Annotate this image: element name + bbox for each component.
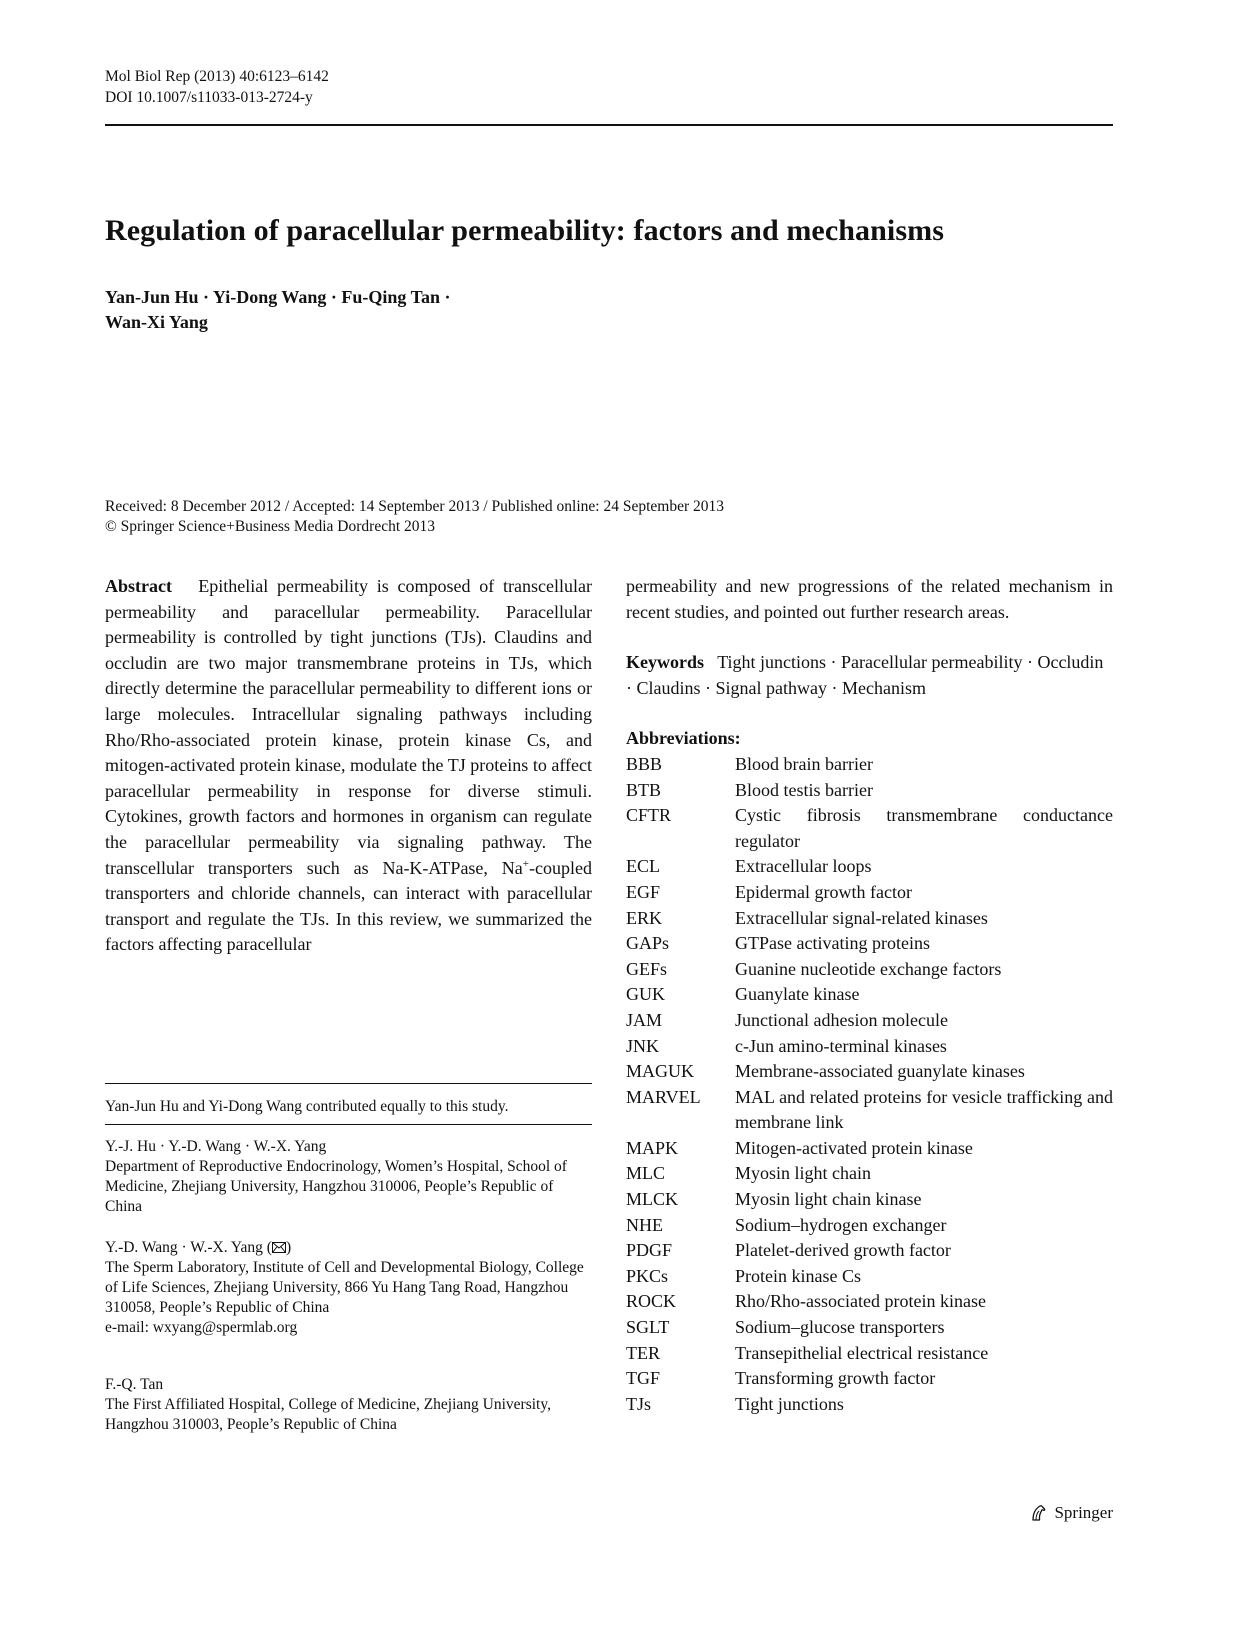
abbreviation-row [626,752,1113,778]
journal-header [105,66,329,108]
abbreviation-key: GEFs [626,958,668,979]
abstract-continuation: permeability and new progressions of the related mechanism in recent studies, and pointed out further research areas. [626,576,1113,622]
abbreviation-value: Transepithelial electrical resistance [735,1342,989,1363]
abbreviation-row [626,1034,1113,1060]
abbreviation-value: Epidermal growth factor [735,881,912,902]
abbreviation-row [626,1264,1113,1290]
abbreviation-row [626,854,1113,880]
abbreviations-list [626,752,1113,1417]
doi: DOI 10.1007/s11033-013-2724-y [105,89,313,106]
abbreviation-value: Platelet-derived growth factor [735,1240,951,1261]
affiliation-2-names-end: ) [285,1239,292,1256]
abbreviation-key: PDGF [626,1240,673,1261]
abbreviation-row [626,1187,1113,1213]
abbreviation-key: TER [626,1342,660,1363]
abbreviation-key: MLC [626,1163,666,1184]
abbreviation-value: Rho/Rho-associated protein kinase [735,1291,986,1312]
affiliation-2-address: The Sperm Laboratory, Institute of Cell and Developmental Biology, College of Life Sciences, Zhejiang University, 866 Yu Hang Tang Road, Hangzhou 310058, People’s Republic of China [105,1259,584,1316]
abbreviation-row [626,1315,1113,1341]
abbreviation-row [626,1366,1113,1392]
abstract-paragraph [105,574,592,958]
abbreviation-key: ROCK [626,1291,677,1312]
abbreviation-row [626,880,1113,906]
abbreviation-key: MAPK [626,1137,679,1158]
springer-horse-icon [1029,1503,1049,1523]
abbreviation-key: GAPs [626,933,670,954]
abbreviation-row [626,1136,1113,1162]
abbreviation-key: GUK [626,984,665,1005]
abbreviation-value: Sodium–glucose transporters [735,1317,945,1338]
abbreviation-key: BBB [626,753,663,774]
abbreviation-key: JAM [626,1009,663,1030]
footnote-rule-bottom [105,1124,592,1125]
abbreviation-value: Extracellular loops [735,856,872,877]
abbreviation-value: GTPase activating proteins [735,933,930,954]
abbreviation-key: PKCs [626,1265,669,1286]
keywords-text: Tight junctions · Paracellular permeability · Occludin · Claudins · Signal pathway · Mechanism [626,652,1104,698]
article-title: Regulation of paracellular permeability: factors and mechanisms [105,214,945,247]
right-column [626,574,1113,1417]
abbreviation-value: Membrane-associated guanylate kinases [735,1061,1025,1082]
keywords-block [626,650,1113,701]
abbreviation-row [626,931,1113,957]
abbreviation-row [626,1238,1113,1264]
abstract-section [105,574,592,958]
abbreviation-row [626,906,1113,932]
abstract-text-a: Epithelial permeability is composed of transcellular permeability and paracellular permeability. Paracellular permeability is controlled by tight junctions (TJs). Claudins and occludin are two major transmembrane proteins in TJs, which directly determine the paracellular permeability to different ions or large molecules. Intracellular signaling pathways including Rho/Rho-associated protein kinase, protein kinase Cs, and mitogen-activated protein kinase, modulate the TJ proteins to affect paracellular permeability in response for diverse stimuli. Cytokines, growth factors and hormones in organism can regulate the paracellular permeability via signaling pathway. The transcellular transporters such as Na-K-ATPase, Na [105,576,592,878]
abbreviation-value: Myosin light chain kinase [735,1189,922,1210]
abbreviation-key: SGLT [626,1317,670,1338]
abbreviation-value: Extracellular signal-related kinases [735,907,988,928]
abbreviation-key: MAGUK [626,1061,695,1082]
abbreviation-row [626,778,1113,804]
abstract-text-b: -coupled transporters and chloride channels, can interact with paracellular transport and regulate the TJs. In this review, we summarized the factors affecting paracellular [105,857,592,955]
keywords-label: Keywords [626,652,704,673]
footnote-rule-top [105,1083,592,1084]
abbreviation-key: BTB [626,779,662,800]
abbreviation-key: NHE [626,1214,663,1235]
abbreviation-value: Protein kinase Cs [735,1265,861,1286]
abbreviation-row [626,1059,1113,1085]
affiliation-1 [105,1137,592,1217]
abstract-label: Abstract [105,576,172,596]
abbreviation-value: Guanylate kinase [735,984,860,1005]
abbreviation-value: Tight junctions [735,1393,844,1414]
abbreviation-value: Blood testis barrier [735,779,873,800]
journal-citation: Mol Biol Rep (2013) 40:6123–6142 [105,68,329,85]
abbreviation-value: MAL and related proteins for vesicle trafficking and membrane link [735,1086,1113,1133]
header-rule [105,124,1113,126]
abbreviation-row [626,1289,1113,1315]
authors-line-2: Wan-Xi Yang [105,312,208,332]
springer-wordmark: Springer [1054,1503,1113,1522]
abbreviation-key: ERK [626,907,662,928]
abbreviation-value: Cystic fibrosis transmembrane conductance regulator [735,805,1113,851]
affiliation-2 [105,1238,592,1338]
abbreviation-row [626,982,1113,1008]
abbreviation-row [626,1161,1113,1187]
abbreviation-value: Sodium–hydrogen exchanger [735,1214,947,1235]
abbreviation-key: CFTR [626,805,672,826]
equal-contribution-note: Yan-Jun Hu and Yi-Dong Wang contributed equally to this study. [105,1098,509,1115]
affiliation-1-names: Y.-J. Hu · Y.-D. Wang · W.-X. Yang [105,1138,327,1155]
abbreviation-value: Junctional adhesion molecule [735,1009,948,1030]
publication-dates [105,497,724,537]
received-accepted-line: Received: 8 December 2012 / Accepted: 14 September 2013 / Published online: 24 September 2013 [105,498,724,515]
abbreviations-heading: Abbreviations: [626,728,741,749]
abbreviation-key: MLCK [626,1189,679,1210]
affiliation-2-names-text: Y.-D. Wang · W.-X. Yang ( [105,1239,272,1256]
abbreviation-row [626,1341,1113,1367]
abbreviation-key: MARVEL [626,1086,701,1107]
affiliation-3 [105,1375,592,1435]
abbreviation-key: TGF [626,1368,661,1389]
abbreviation-key: JNK [626,1035,660,1056]
abbreviation-value: Myosin light chain [735,1163,871,1184]
abbreviation-row [626,957,1113,983]
corresponding-email[interactable]: e-mail: wxyang@spermlab.org [105,1319,298,1336]
abbreviation-key: TJs [626,1393,652,1414]
abbreviation-value: Guanine nucleotide exchange factors [735,958,1002,979]
abbreviation-row [626,1213,1113,1239]
abbreviation-row [626,1085,1113,1136]
abbreviation-value: c-Jun amino-terminal kinases [735,1035,947,1056]
abbreviation-value: Transforming growth factor [735,1368,936,1389]
envelope-icon [272,1242,286,1253]
affiliation-3-names: F.-Q. Tan [105,1376,164,1393]
abbreviation-key: ECL [626,856,660,877]
affiliation-1-address: Department of Reproductive Endocrinology, Women’s Hospital, School of Medicine, Zhejiang University, Hangzhou 310006, People’s Republic of China [105,1158,567,1215]
abbreviation-row [626,1008,1113,1034]
abbreviation-value: Mitogen-activated protein kinase [735,1137,973,1158]
springer-logo [1029,1503,1113,1523]
authors-line-1: Yan-Jun Hu · Yi-Dong Wang · Fu-Qing Tan · [105,287,451,307]
abbreviation-row [626,1392,1113,1418]
affiliation-3-address: The First Affiliated Hospital, College of Medicine, Zhejiang University, Hangzhou 310003, People’s Republic of China [105,1396,551,1433]
superscript-plus: + [522,857,530,870]
abbreviation-key: EGF [626,881,661,902]
author-list [105,285,450,335]
abbreviation-value: Blood brain barrier [735,753,873,774]
abbreviation-row [626,803,1113,854]
affiliation-2-names [105,1238,592,1258]
copyright-line: © Springer Science+Business Media Dordrecht 2013 [105,518,436,535]
